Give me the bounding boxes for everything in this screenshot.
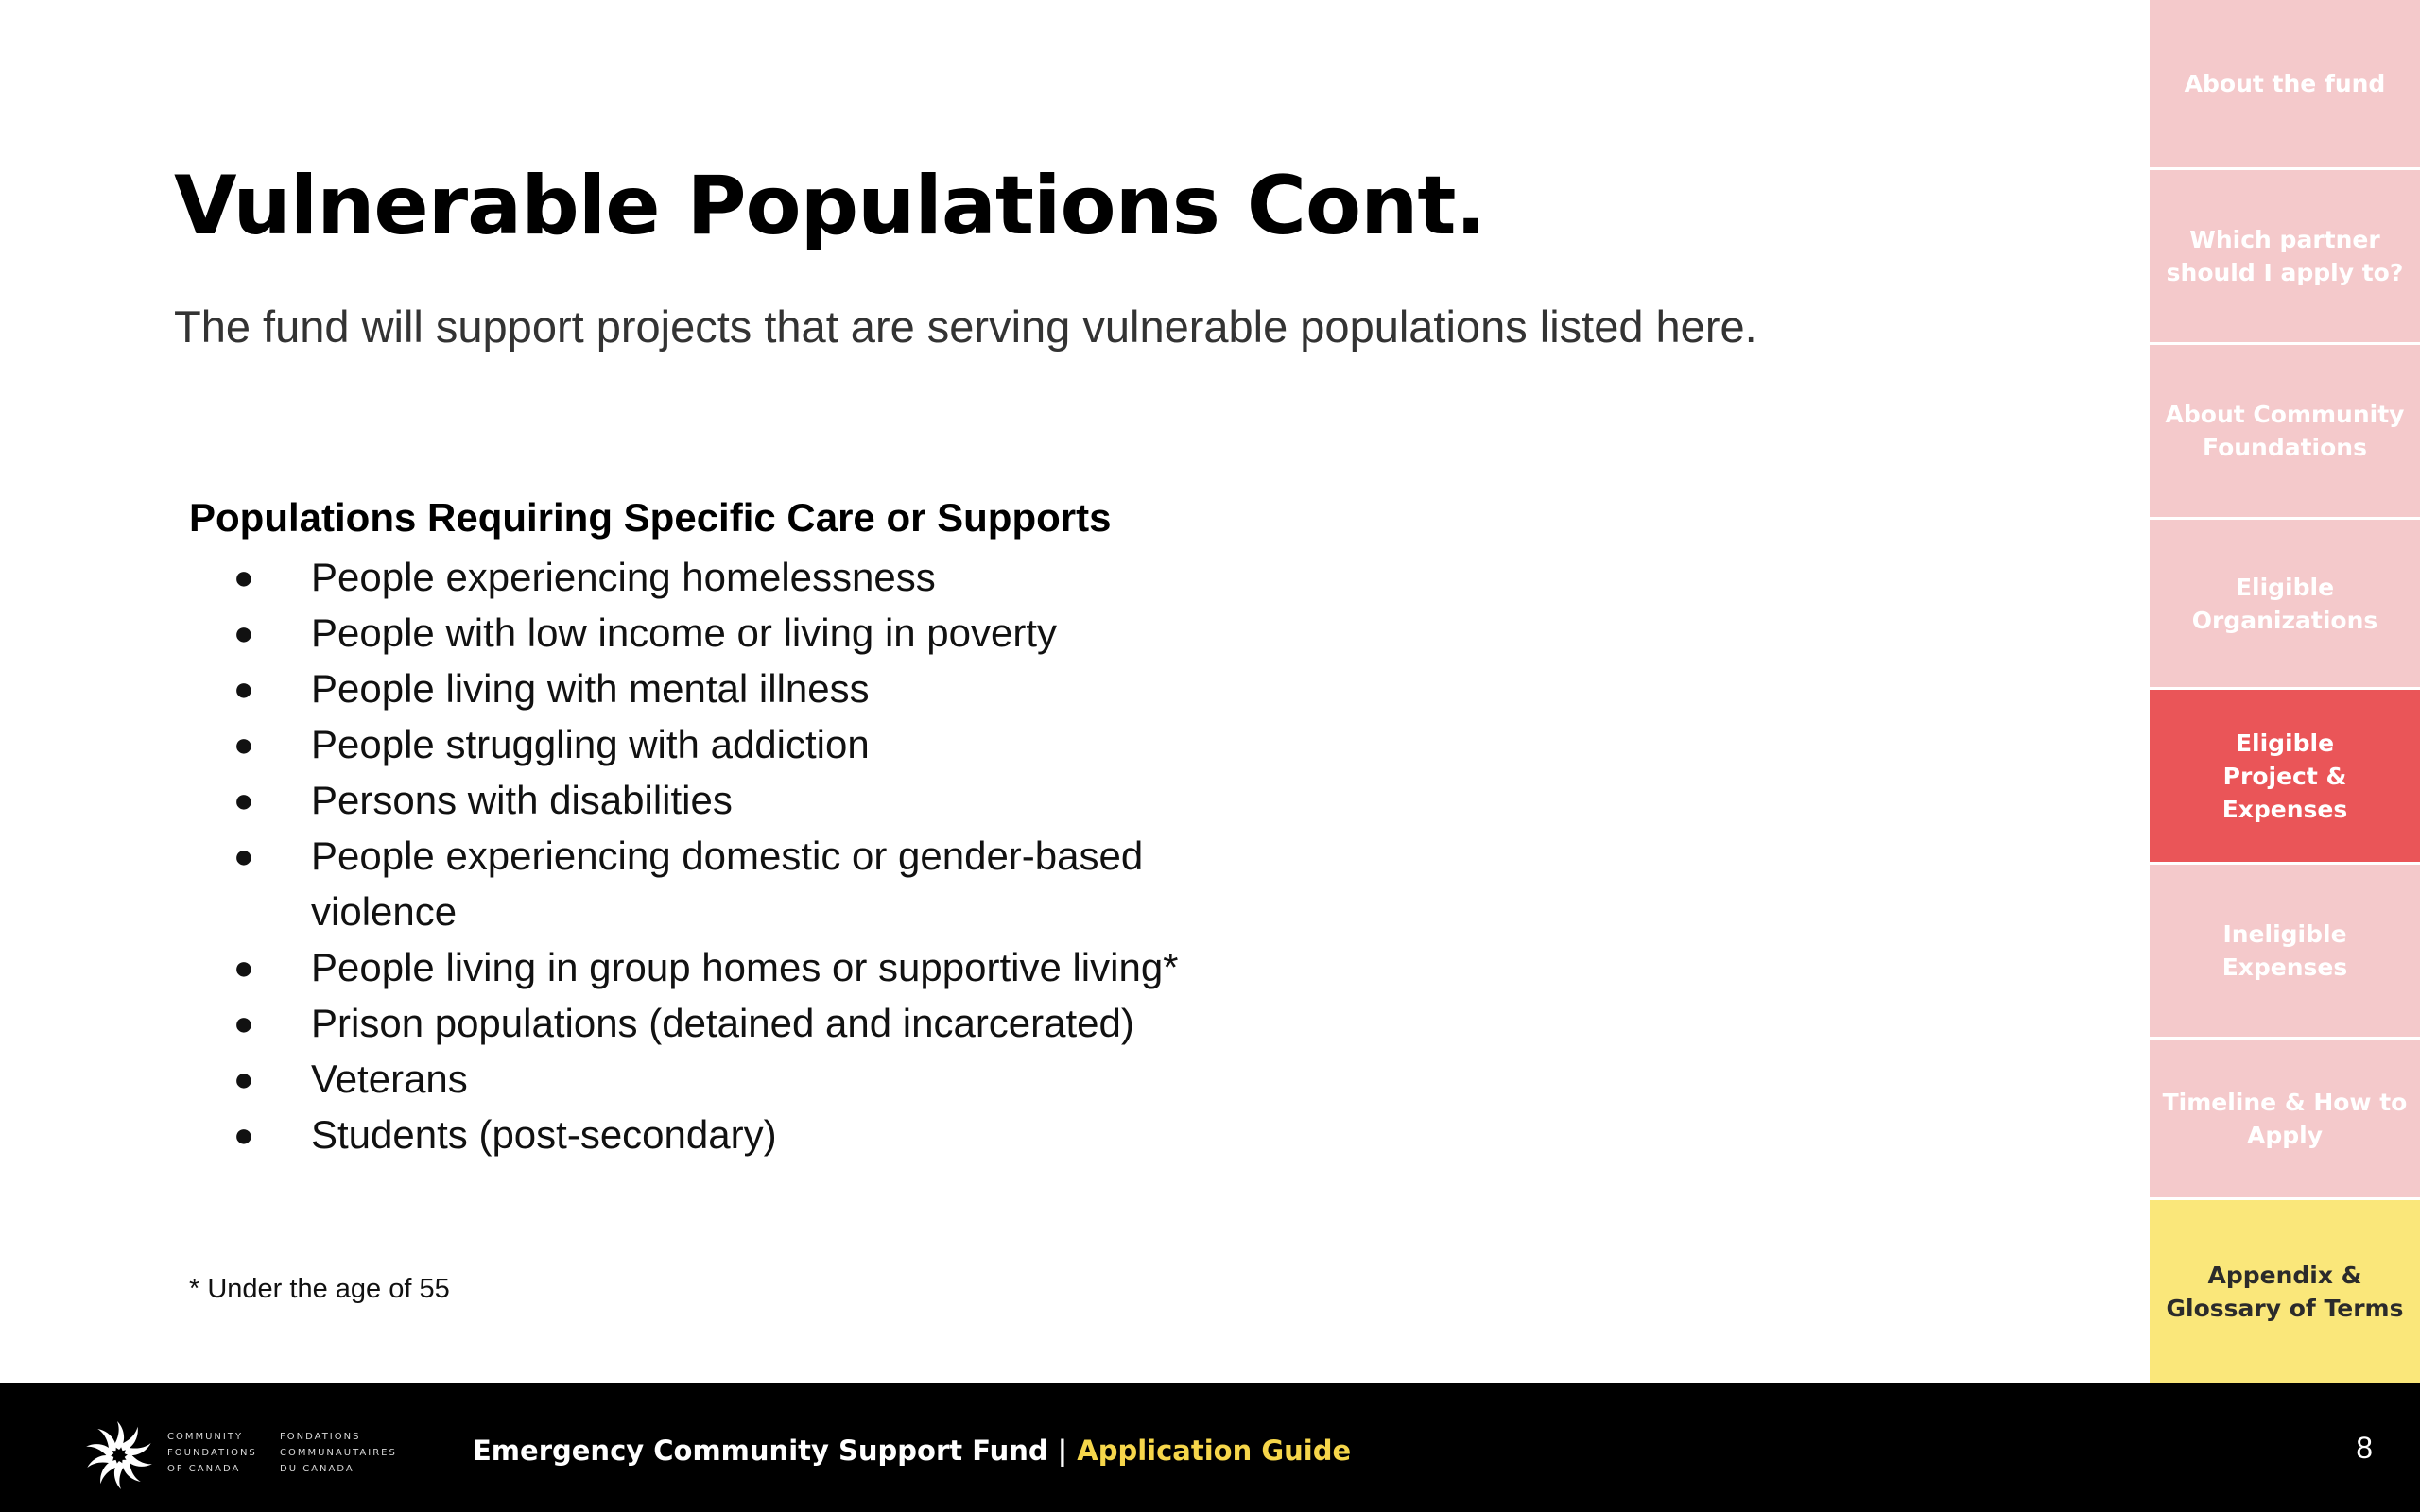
nav-item-label-line: About the fund bbox=[2184, 70, 2386, 97]
nav-item[interactable] bbox=[2150, 690, 2420, 865]
population-item bbox=[189, 1051, 1257, 1107]
nav-item-label bbox=[2167, 1259, 2404, 1325]
nav-item[interactable] bbox=[2150, 170, 2420, 345]
population-text: People experiencing homelessness bbox=[311, 555, 936, 599]
footer-title bbox=[473, 1435, 1351, 1467]
nav-item[interactable] bbox=[2150, 1040, 2420, 1200]
nav-item-label-line: Organizations bbox=[2191, 606, 2378, 634]
population-item bbox=[189, 605, 1257, 661]
nav-item-label-line: Project & Expenses bbox=[2221, 762, 2348, 823]
section-navigation bbox=[2150, 0, 2420, 1383]
population-item bbox=[189, 939, 1257, 995]
nav-item-label-line: Apply bbox=[2246, 1121, 2323, 1149]
page-subtitle: The fund will support projects that are serving vulnerable populations listed here. bbox=[174, 301, 1757, 352]
population-text: People living with mental illness bbox=[311, 666, 870, 711]
nav-item-label bbox=[2185, 67, 2386, 100]
footer-separator: | bbox=[1057, 1435, 1068, 1467]
population-text: People living in group homes or supportive living* bbox=[311, 945, 1179, 989]
nav-item-label-line: Timeline & How to bbox=[2162, 1088, 2408, 1116]
nav-item-label bbox=[2159, 918, 2411, 984]
bullet-icon: ● bbox=[233, 948, 254, 987]
bullet-icon: ● bbox=[233, 613, 254, 652]
population-item bbox=[189, 772, 1257, 828]
population-text: People with low income or living in poverty bbox=[311, 610, 1058, 655]
section-heading: Populations Requiring Specific Care or Supports bbox=[189, 495, 1112, 540]
population-item bbox=[189, 828, 1257, 939]
nav-item[interactable] bbox=[2150, 1200, 2420, 1383]
bullet-icon: ● bbox=[233, 725, 254, 764]
community-foundations-sunburst-icon bbox=[81, 1418, 157, 1493]
fund-name: Emergency Community Support Fund bbox=[473, 1435, 1048, 1467]
nav-item-label-line: Appendix & bbox=[2207, 1262, 2362, 1289]
nav-item-label bbox=[2163, 1086, 2408, 1152]
bullet-icon: ● bbox=[233, 558, 254, 596]
nav-item[interactable] bbox=[2150, 345, 2420, 520]
nav-item-label-line: Which partner bbox=[2189, 226, 2380, 253]
population-item bbox=[189, 995, 1257, 1051]
nav-item-label-line: should I apply to? bbox=[2166, 259, 2404, 286]
nav-item[interactable] bbox=[2150, 520, 2420, 690]
population-item bbox=[189, 1107, 1257, 1162]
bullet-icon: ● bbox=[233, 1059, 254, 1098]
population-item bbox=[189, 661, 1257, 716]
nav-item-label-line: About Community bbox=[2165, 401, 2405, 428]
guide-label: Application Guide bbox=[1077, 1435, 1352, 1467]
populations-list bbox=[189, 549, 1257, 1162]
population-text: Students (post-secondary) bbox=[311, 1112, 777, 1157]
bullet-icon: ● bbox=[233, 781, 254, 819]
nav-item[interactable] bbox=[2150, 0, 2420, 170]
nav-item-label-line: Eligible bbox=[2235, 729, 2335, 757]
footnote: * Under the age of 55 bbox=[189, 1274, 450, 1304]
population-text: Veterans bbox=[311, 1057, 468, 1101]
nav-item-label-line: Foundations bbox=[2203, 434, 2367, 461]
bullet-icon: ● bbox=[233, 1004, 254, 1042]
page-title: Vulnerable Populations Cont. bbox=[174, 159, 1486, 253]
population-text: Prison populations (detained and incarcerated) bbox=[311, 1001, 1134, 1045]
bullet-icon: ● bbox=[233, 836, 254, 875]
population-text: Persons with disabilities bbox=[311, 778, 733, 822]
bullet-icon: ● bbox=[233, 669, 254, 708]
population-text: People experiencing domestic or gender-based violence bbox=[311, 833, 1144, 934]
nav-item-label-line: Eligible bbox=[2235, 573, 2335, 601]
nav-item-label bbox=[2167, 223, 2404, 289]
nav-item-label bbox=[2166, 398, 2405, 464]
population-text: People struggling with addiction bbox=[311, 722, 870, 766]
nav-item[interactable] bbox=[2150, 865, 2420, 1040]
page-number: 8 bbox=[2356, 1431, 2373, 1465]
logo-text-english: COMMUNITY FOUNDATIONS OF CANADA bbox=[167, 1432, 257, 1474]
nav-item-label-line: Glossary of Terms bbox=[2166, 1295, 2404, 1322]
population-item bbox=[189, 716, 1257, 772]
nav-item-label-line: Ineligible Expenses bbox=[2221, 920, 2348, 981]
nav-item-label bbox=[2192, 571, 2378, 637]
footer-bar bbox=[0, 1383, 2420, 1512]
logo-text-french: FONDATIONS COMMUNAUTAIRES DU CANADA bbox=[280, 1432, 397, 1474]
nav-item-label bbox=[2159, 727, 2411, 826]
population-item bbox=[189, 549, 1257, 605]
bullet-icon: ● bbox=[233, 1115, 254, 1154]
